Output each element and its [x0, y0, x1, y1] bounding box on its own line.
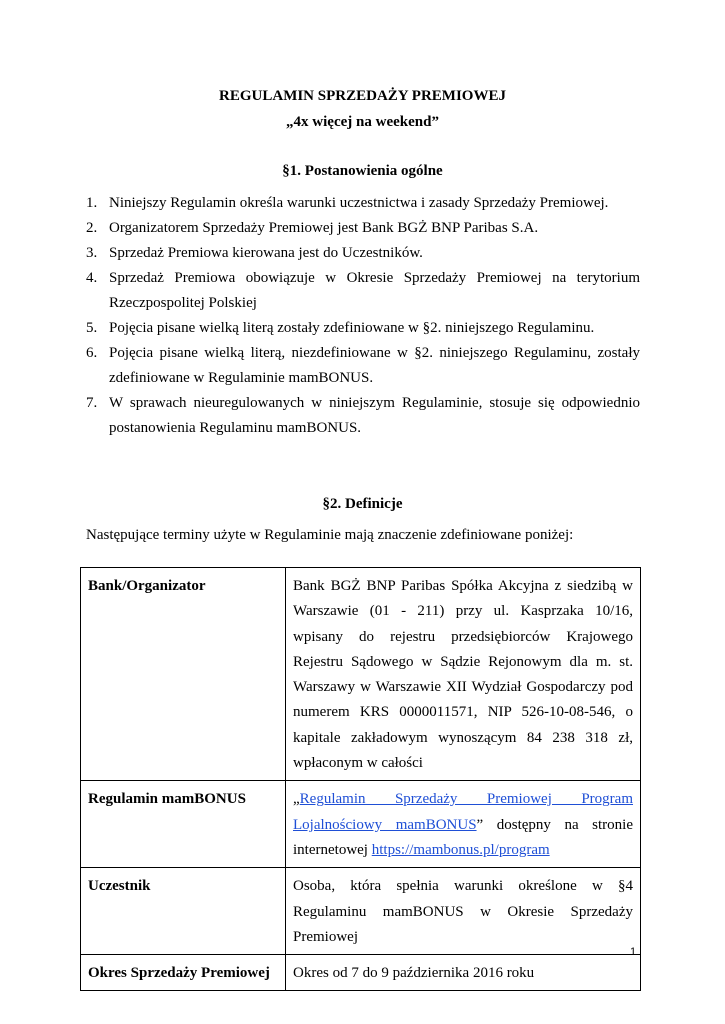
document-subtitle: „4x więcej na weekend”	[286, 114, 439, 130]
list-item-number: 6.	[86, 345, 98, 361]
section-1-list	[86, 191, 640, 441]
list-item-text: Sprzedaż Premiowa obowiązuje w Okresie Sprzedaży Premiowej na terytorium Rzeczpospolitej Polskiej	[109, 270, 640, 311]
list-item-text: Pojęcia pisane wielką literą, niezdefiniowane w §2. niniejszego Regulaminu, zostały zdefiniowane w Regulaminie mamBONUS.	[109, 345, 640, 386]
list-item	[86, 266, 640, 316]
list-item-number: 1.	[86, 195, 98, 211]
list-item-number: 4.	[86, 270, 98, 286]
list-item	[86, 216, 640, 241]
section-1-heading: §1. Postanowienia ogólne	[282, 163, 443, 179]
list-item	[86, 191, 640, 216]
table-row	[81, 955, 641, 991]
definition-text: Okres od 7 do 9 października 2016 roku	[286, 955, 641, 991]
definition-text: Osoba, która spełnia warunki określone w §4 Regulaminu mamBONUS w Okresie Sprzedaży Premiowej	[286, 868, 641, 955]
document-title: REGULAMIN SPRZEDAŻY PREMIOWEJ	[219, 88, 506, 104]
table-row	[81, 568, 641, 781]
list-item-number: 7.	[86, 395, 98, 411]
list-item-text: Organizatorem Sprzedaży Premiowej jest Bank BGŻ BNP Paribas S.A.	[109, 220, 539, 236]
list-item	[86, 316, 640, 341]
definition-term: Bank/Organizator	[81, 568, 286, 781]
list-item-number: 5.	[86, 320, 98, 336]
definition-term: Okres Sprzedaży Premiowej	[81, 955, 286, 991]
page-number: 1	[630, 946, 637, 958]
list-item	[86, 241, 640, 266]
definition-term: Uczestnik	[81, 868, 286, 955]
definition-term: Regulamin mamBONUS	[81, 781, 286, 868]
quote-open: „	[293, 791, 300, 808]
definitions-table	[80, 567, 641, 991]
list-item-number: 2.	[86, 220, 98, 236]
regulamin-link[interactable]: Regulamin Sprzedaży Premiowej Program Lojalnościowy mamBONUS	[293, 791, 633, 833]
definition-text	[286, 781, 641, 868]
table-row	[81, 781, 641, 868]
table-row	[81, 868, 641, 955]
definitions-intro: Następujące terminy użyte w Regulaminie mają znaczenie zdefiniowane poniżej:	[86, 527, 574, 543]
list-item-text: Niniejszy Regulamin określa warunki uczestnictwa i zasady Sprzedaży Premiowej.	[109, 195, 609, 211]
mambonus-url-link[interactable]: https://mambonus.pl/program	[371, 841, 550, 858]
section-2-heading: §2. Definicje	[322, 496, 403, 512]
list-item-number: 3.	[86, 245, 98, 261]
list-item-text: Pojęcia pisane wielką literą zostały zdefiniowane w §2. niniejszego Regulaminu.	[109, 320, 595, 336]
list-item	[86, 391, 640, 441]
list-item-text: W sprawach nieuregulowanych w niniejszym Regulaminie, stosuje się odpowiednio postanowienia Regulaminu mamBONUS.	[109, 395, 640, 436]
definition-text: Bank BGŻ BNP Paribas Spółka Akcyjna z siedzibą w Warszawie (01 - 211) przy ul. Kasprzaka 10/16, wpisany do rejestru przedsiębiorców Krajowego Rejestru Sądowego w Sądzie Rejonowym dla m. st. Warszawy w Warszawie XII Wydział Gospodarczy pod numerem KRS 0000011571, NIP 526-10-08-546, o kapitale zakładowym wynoszącym 84 238 318 zł, wpłaconym w całości	[286, 568, 641, 781]
list-item	[86, 341, 640, 391]
list-item-text: Sprzedaż Premiowa kierowana jest do Uczestników.	[109, 245, 423, 261]
definition-middle-text: ” dostępny na stronie internetowej	[293, 816, 633, 858]
